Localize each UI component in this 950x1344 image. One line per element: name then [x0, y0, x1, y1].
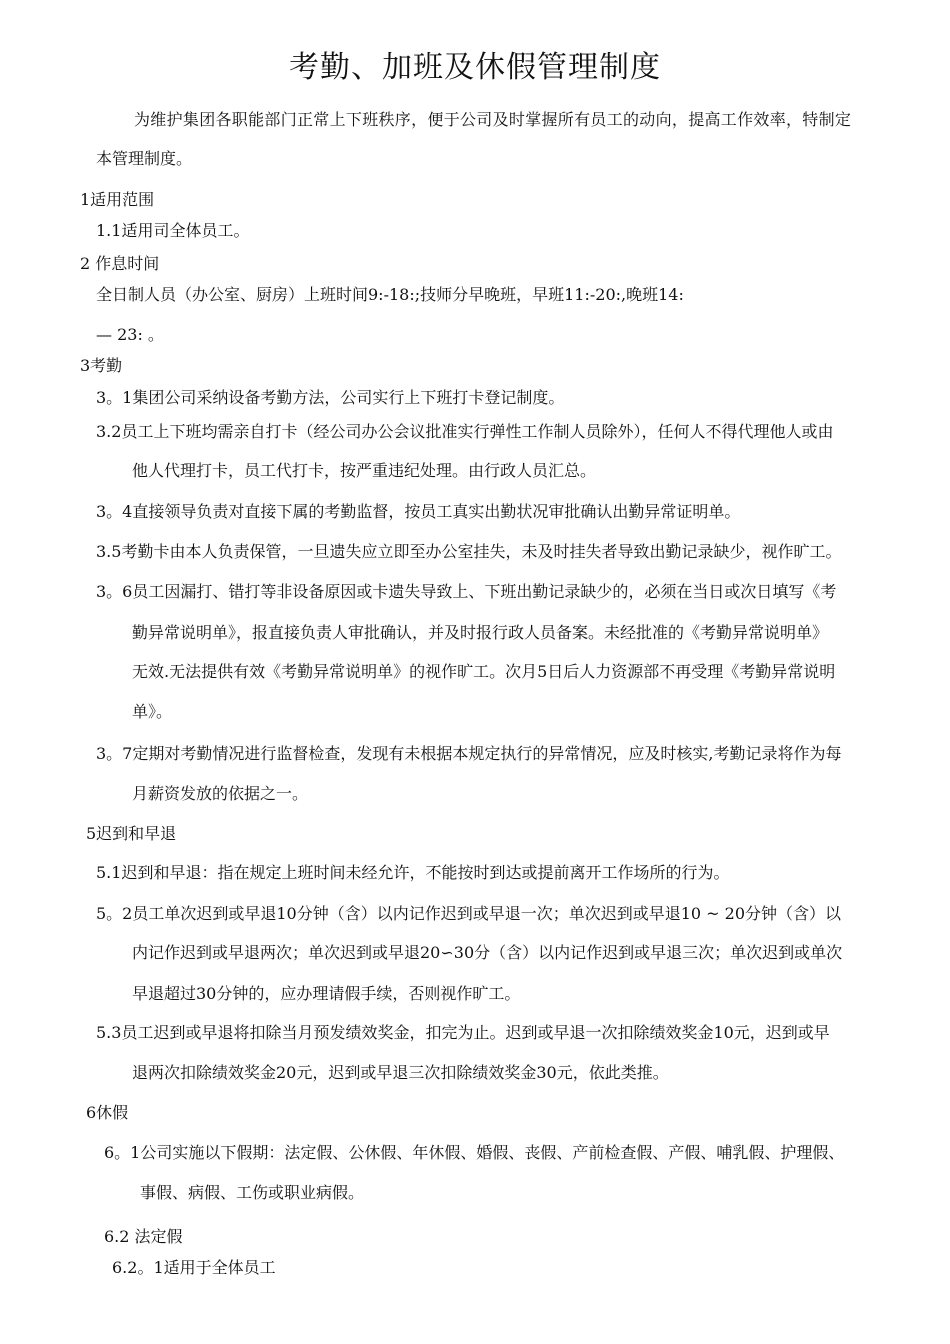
- clause-5-3-line-1: 5.3员工迟到或早退将扣除当月预发绩效奖金，扣完为止。迟到或早退一次扣除绩效奖金10元，迟到或早: [96, 1023, 830, 1042]
- intro-line-2: 本管理制度。: [96, 149, 193, 168]
- clause-3-7-line-1: 3。7定期对考勤情况进行监督检查，发现有未根据本规定执行的异常情况，应及时核实,考勤记录将作为每: [96, 744, 842, 763]
- clause-5-2-line-3: 早退超过30分钟的，应办理请假手续，否则视作旷工。: [132, 984, 521, 1003]
- clause-3-4: 3。4直接领导负责对直接下属的考勤监督，按员工真实出勤状况审批确认出勤异常证明单。: [96, 502, 741, 521]
- clause-3-1: 3。1集团公司采纳设备考勤方法，公司实行上下班打卡登记制度。: [96, 388, 565, 407]
- clause-5-3-line-2: 退两次扣除绩效奖金20元，迟到或早退三次扣除绩效奖金30元，依此类推。: [132, 1063, 669, 1082]
- section-6-heading: 6休假: [86, 1103, 129, 1122]
- clause-1-1: 1.1适用司全体员工。: [96, 221, 250, 240]
- clause-3-2-line-1: 3.2员工上下班均需亲自打卡（经公司办公会议批准实行弹性工作制人员除外），任何人不得代理他人或由: [96, 422, 834, 441]
- clause-5-2-line-1: 5。2员工单次迟到或早退10分钟（含）以内记作迟到或早退一次；单次迟到或早退10 ~ 20分钟（含）以: [96, 904, 842, 923]
- clause-6-1-line-1: 6。1公司实施以下假期：法定假、公休假、年休假、婚假、丧假、产前检查假、产假、哺乳假、护理假、: [104, 1143, 845, 1162]
- clause-5-2-line-2: 内记作迟到或早退两次；单次迟到或早退20∽30分（含）以内记作迟到或早退三次；单次迟到或单次: [132, 943, 843, 962]
- section-5-heading: 5迟到和早退: [86, 824, 177, 843]
- section-3-heading: 3考勤: [80, 356, 123, 375]
- clause-2-line-2: — 23: 。: [96, 325, 164, 344]
- section-2-heading: 2 作息时间: [80, 254, 160, 273]
- intro-line-1: 为维护集团各职能部门正常上下班秩序，便于公司及时掌握所有员工的动向，提高工作效率，特制定: [134, 110, 852, 129]
- clause-3-6-line-3: 无效.无法提供有效《考勤异常说明单》的视作旷工。次月5日后人力资源部不再受理《考勤异常说明: [132, 662, 836, 681]
- section-1-heading: 1适用范围: [80, 190, 155, 209]
- clause-3-5: 3.5考勤卡由本人负责保管，一旦遗失应立即至办公室挂失，未及时挂失者导致出勤记录缺少，视作旷工。: [96, 542, 842, 561]
- clause-2-line-1: 全日制人员（办公室、厨房）上班时间9:-18:;技师分早晚班，早班11:-20:,晚班14:: [96, 285, 684, 304]
- document-title: 考勤、加班及休假管理制度: [289, 50, 661, 85]
- clause-6-1-line-2: 事假、病假、工伤或职业病假。: [140, 1183, 365, 1202]
- clause-5-1: 5.1迟到和早退：指在规定上班时间未经允许，不能按时到达或提前离开工作场所的行为。: [96, 863, 730, 882]
- clause-6-2-1: 6.2。1适用于全体员工: [112, 1258, 276, 1277]
- clause-3-6-line-2: 勤异常说明单》，报直接负责人审批确认，并及时报行政人员备案。未经批准的《考勤异常说明单》: [132, 623, 829, 642]
- clause-3-7-line-2: 月薪资发放的依据之一。: [132, 784, 309, 803]
- clause-6-2-heading: 6.2 法定假: [104, 1227, 183, 1246]
- clause-3-6-line-1: 3。6员工因漏打、错打等非设备原因或卡遗失导致上、下班出勤记录缺少的，必须在当日或次日填写《考: [96, 582, 837, 601]
- clause-3-6-line-4: 单》。: [132, 702, 173, 721]
- clause-3-2-line-2: 他人代理打卡，员工代打卡，按严重违纪处理。由行政人员汇总。: [132, 461, 597, 480]
